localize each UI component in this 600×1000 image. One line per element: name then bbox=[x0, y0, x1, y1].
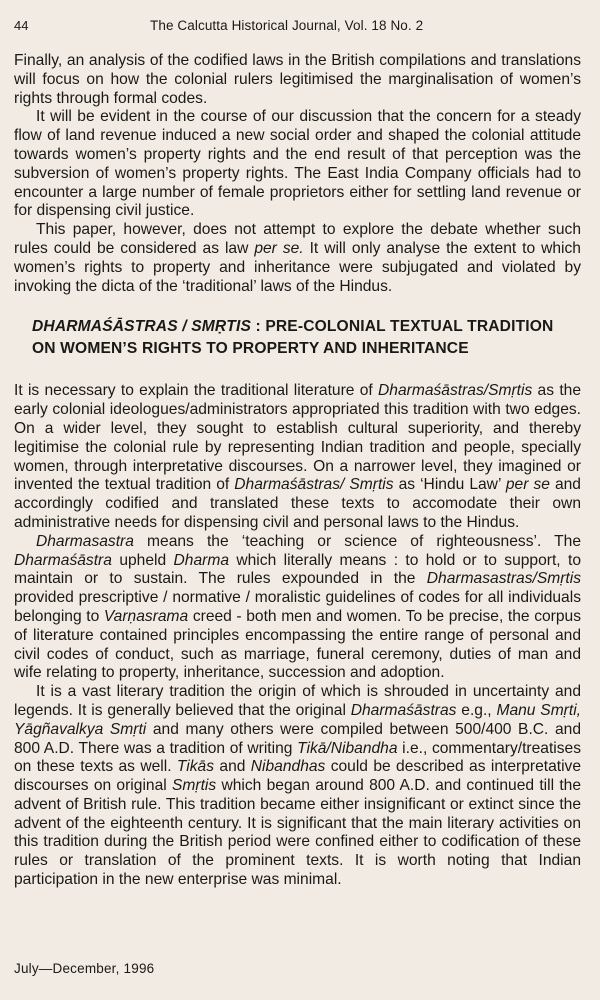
italic-run: Varṇasrama bbox=[103, 607, 189, 625]
page-number: 44 bbox=[14, 18, 29, 33]
italic-run: Dharmaśāstras/ Smṛtis bbox=[234, 476, 394, 494]
text-run: creed - both men and women. To be precise, the corpus of literature contained principles encompassing the entire range of personal and civil codes of conduct, such as marriage, funeral ceremony, duties of man and wife relating to property, inheritance, succession and adoption. bbox=[14, 607, 581, 682]
text-run: which literally means : to hold or to support, to maintain or to sustain. The rules expounded in the bbox=[14, 551, 582, 588]
text-run: means the ‘teaching or science of righteousness’. The bbox=[133, 532, 581, 550]
paragraph-5 bbox=[14, 533, 581, 683]
text-run: It will only analyse the extent to which women’s rights to property and inheritance were subjugated and violated by invoking the dicta of the ‘traditional’ laws of the Hindus. bbox=[14, 239, 581, 295]
text-run: It is a vast literary tradition the origin of which is shrouded in uncertainty and legends. It is generally believed that the original bbox=[14, 683, 581, 719]
journal-title: The Calcutta Historical Journal, Vol. 18 No. 2 bbox=[150, 18, 424, 33]
text-run: This paper, however, does not attempt to explore the debate whether such rules could be considered as law bbox=[14, 221, 581, 257]
paragraph-3 bbox=[14, 221, 581, 296]
italic-run: Dharmaśāstras/Smṛtis bbox=[378, 382, 533, 400]
text-run: could be described as interpretative discourses on original bbox=[14, 758, 582, 795]
section-heading bbox=[32, 316, 581, 360]
text-run: It is necessary to explain the traditional literature of bbox=[14, 382, 379, 400]
issue-date-footer: July—December, 1996 bbox=[14, 961, 155, 976]
text-run: and accordingly codified and translated these texts to accomodate their own administrative needs for dispensing civil and personal laws to the Hindus. bbox=[14, 476, 581, 531]
paragraph-6 bbox=[14, 683, 581, 890]
italic-run: Dharmasastra bbox=[36, 532, 134, 550]
text-run: and many others were compiled between 500/400 B.C. and 800 A.D. There was a tradition of writing bbox=[14, 720, 581, 757]
text-run: which began around 800 A.D. and continued till the advent of British rule. This tradition became either insignificant or extinct since the advent of the eighteenth century. It is significant that the main literary activities on this tradition during the British period were confined either to codification of these rules or translation of the prominent texts. It is worth noting that Indian participation in the new enterprise was minimal. bbox=[14, 777, 582, 889]
paragraph-1 bbox=[14, 52, 581, 108]
paragraph-2 bbox=[14, 108, 581, 221]
text-run: provided prescriptive / normative / moralistic guidelines of codes for all individuals belonging to bbox=[14, 589, 581, 625]
italic-run: Nibandhas bbox=[250, 758, 326, 776]
italic-run: Tikā/Nibandha bbox=[297, 739, 398, 757]
italic-run: Smṛtis bbox=[172, 777, 217, 795]
article-body bbox=[14, 52, 581, 890]
section-heading-text: : PRE-COLONIAL TEXTUAL TRADITION ON WOMEN’S RIGHTS TO PROPERTY AND INHERITANCE bbox=[32, 318, 554, 358]
section-heading-italic: DHARMAŚĀSTRAS / SMṚTIS bbox=[32, 318, 252, 336]
italic-run: Dharmaśāstra bbox=[14, 551, 112, 569]
italic-run: Manu Smṛti, Yāgñavalkya Smṛti bbox=[14, 701, 582, 738]
italic-run: Dharma bbox=[173, 551, 229, 569]
text-run: and bbox=[214, 758, 251, 776]
paragraph-4 bbox=[14, 382, 581, 532]
paragraph-1-text: Finally, an analysis of the codified laws in the British compilations and translations will focus on how the colonial rulers legitimised the marginalisation of women’s rights through formal codes. bbox=[14, 52, 581, 107]
italic-run: Dharmasastras/Smṛtis bbox=[426, 570, 581, 588]
italic-run: per se bbox=[505, 476, 550, 494]
text-run: i.e., commentary/treatises on these texts as well. bbox=[14, 739, 582, 776]
running-header bbox=[0, 18, 600, 38]
italic-run: Tikās bbox=[176, 758, 215, 776]
paragraph-2-text: It will be evident in the course of our discussion that the concern for a steady flow of land revenue induced a new social order and shaped the colonial attitude towards women’s property rights and the end result of that perception was the subversion of women’s property rights. The East India Company officials had to encounter a large number of female proprietors either for settling land revenue or for dispensing civil justice. bbox=[14, 108, 581, 220]
text-run: as the early colonial ideologues/administrators appropriated this tradition with two edges. On a wider level, they sought to establish cultural superiority, and thereby legitimise the colonial rule by representing Indian tradition and people, specially women, through interpretative discourses. On a narrower level, they imagined or invented the textual tradition of bbox=[14, 382, 582, 494]
text-run: e.g., bbox=[456, 701, 497, 719]
italic-run: per se. bbox=[254, 239, 304, 257]
italic-run: Dharmaśāstras bbox=[350, 701, 457, 719]
text-run: upheld bbox=[111, 551, 174, 569]
text-run: as ‘Hindu Law’ bbox=[393, 476, 506, 494]
